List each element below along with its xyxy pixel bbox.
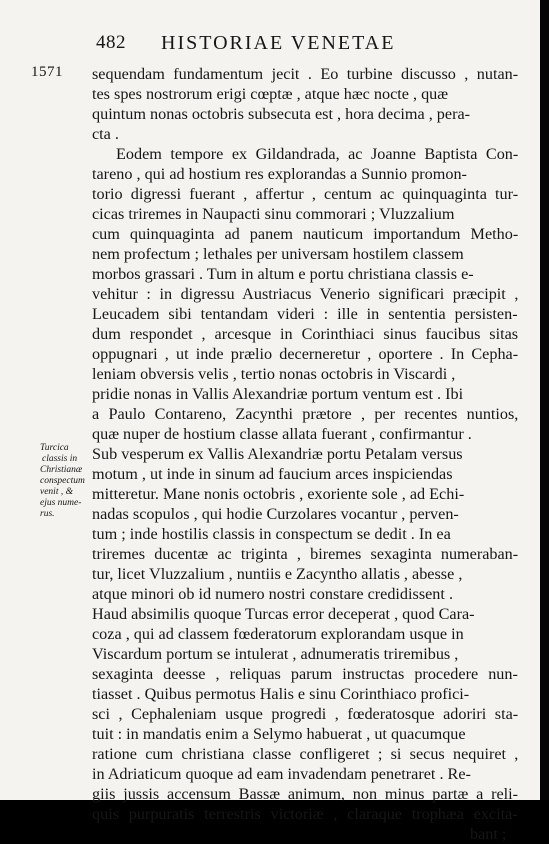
- text-line: ratione cum christiana classe confligeret ; si secus nequiret ,: [92, 745, 519, 763]
- text-line: torio digressi fuerant , affertur , centum ac quinquaginta tur-: [92, 185, 519, 203]
- text-line: cicas triremes in Naupacti sinu commorari ; Vluzzalium: [92, 205, 455, 223]
- text-line: nadas scopulos , qui hodie Curzolares vocantur , perven-: [92, 505, 459, 523]
- text-line: quis purpuratis terrestris victoriæ , claraque trophæa excita-: [92, 805, 518, 823]
- text-line: morbos grassari . Tum in altum e portu christiana classis e-: [92, 265, 474, 283]
- text-line: tes spes nostrorum erigi cœptæ , atque hæc nocte , quæ: [92, 85, 449, 103]
- text-line: sci , Cephaleniam usque progredi , fœderatosque adoriri sta-: [92, 705, 519, 723]
- margin-note: [40, 443, 90, 520]
- text-line: tiasset . Quibus permotus Halis e sinu Corinthiaco profici-: [92, 685, 470, 703]
- text-line: coza , qui ad classem fœderatorum explorandam usque in: [92, 625, 464, 643]
- text-line: dum respondet , arcesque in Corinthiaci sinus faucibus sitas: [92, 325, 519, 343]
- catchword: bant ;: [470, 825, 507, 843]
- page-number: 482: [96, 32, 126, 53]
- margin-note-line: Turcica: [40, 443, 69, 453]
- text-line: cum quinquaginta ad panem nauticum importandum Metho-: [92, 225, 519, 243]
- text-line: Eodem tempore ex Gildandrada, ac Joanne Baptista Con-: [116, 145, 519, 163]
- text-line: sequendam fundamentum jecit . Eo turbine discusso , nutan-: [92, 65, 519, 83]
- text-line: cta .: [92, 125, 119, 143]
- text-line: tareno , qui ad hostium res explorandas a Sunnio promon-: [92, 165, 467, 183]
- margin-note-line: classis in: [42, 454, 78, 464]
- text-line: leniam obversis velis , tertio nonas octobris in Viscardi ,: [92, 365, 456, 383]
- text-line: quintum nonas octobris subsecuta est , hora decima , pera-: [92, 105, 471, 123]
- text-line: Sub vesperum ex Vallis Alexandriæ portu Petalam versus: [92, 445, 463, 463]
- text-line: quæ nuper de hostium classe allata fuerant , confirmantur .: [92, 425, 472, 443]
- margin-year: 1571: [31, 64, 63, 80]
- text-line: in Adriaticum quoque ad eam invadendam penetraret . Re-: [92, 765, 471, 783]
- text-line: tum ; inde hostilis classis in conspectum se dedit . In ea: [92, 525, 451, 543]
- text-line: vehitur : in digressu Austriacus Venerio significari præcipit ,: [92, 285, 519, 303]
- text-line: tuit : in mandatis enim a Selymo habuerat , ut quacumque: [92, 725, 466, 743]
- text-line: giis jussis accensum Bassæ animum, non minus partæ a reli-: [92, 785, 519, 803]
- text-line: triremes ducentæ ac triginta , biremes sexaginta numeraban-: [92, 545, 519, 563]
- text-line: pridie nonas in Vallis Alexandriæ portum ventum est . Ibi: [92, 385, 464, 403]
- text-line: a Paulo Contareno, Zacynthi prætore , per recentes nuntios,: [92, 405, 519, 423]
- text-line: motum , ut inde in sinum ad faucium arces inspiciendas: [92, 465, 453, 483]
- margin-note-line: rus.: [40, 509, 55, 519]
- text-line: oppugnari , ut inde prælio decerneretur , oportere . In Cepha-: [92, 345, 519, 363]
- margin-note-line: Christianæ: [40, 465, 83, 475]
- page-edge-shadow: [540, 0, 549, 800]
- text-line: Haud absimilis quoque Turcas error deceperat , quod Cara-: [92, 605, 475, 623]
- text-line: tur, licet Vluzzalium , nuntiis e Zacyntho allatis , abesse ,: [92, 565, 463, 583]
- running-head: HISTORIAE VENETAE: [161, 32, 396, 54]
- text-line: sexaginta deesse , reliquas parum instructas procedere nun-: [92, 665, 518, 683]
- text-line: mitteretur. Mane nonis octobris , exoriente sole , ad Echi-: [92, 485, 465, 503]
- margin-note-line: conspectum: [40, 476, 85, 486]
- text-line: Leucadem sibi tentandam videri : ille in sententia persisten-: [92, 305, 518, 323]
- text-line: nem profectum ; lethales per universam hostilem classem: [92, 245, 464, 263]
- text-line: Viscardum portum se intulerat , adnumeratis triremibus ,: [92, 645, 459, 663]
- margin-note-line: venit , &: [40, 487, 73, 497]
- text-line: atque minori ob id numero nostri constare credidissent .: [92, 585, 453, 603]
- margin-note-line: ejus nume-: [40, 498, 82, 508]
